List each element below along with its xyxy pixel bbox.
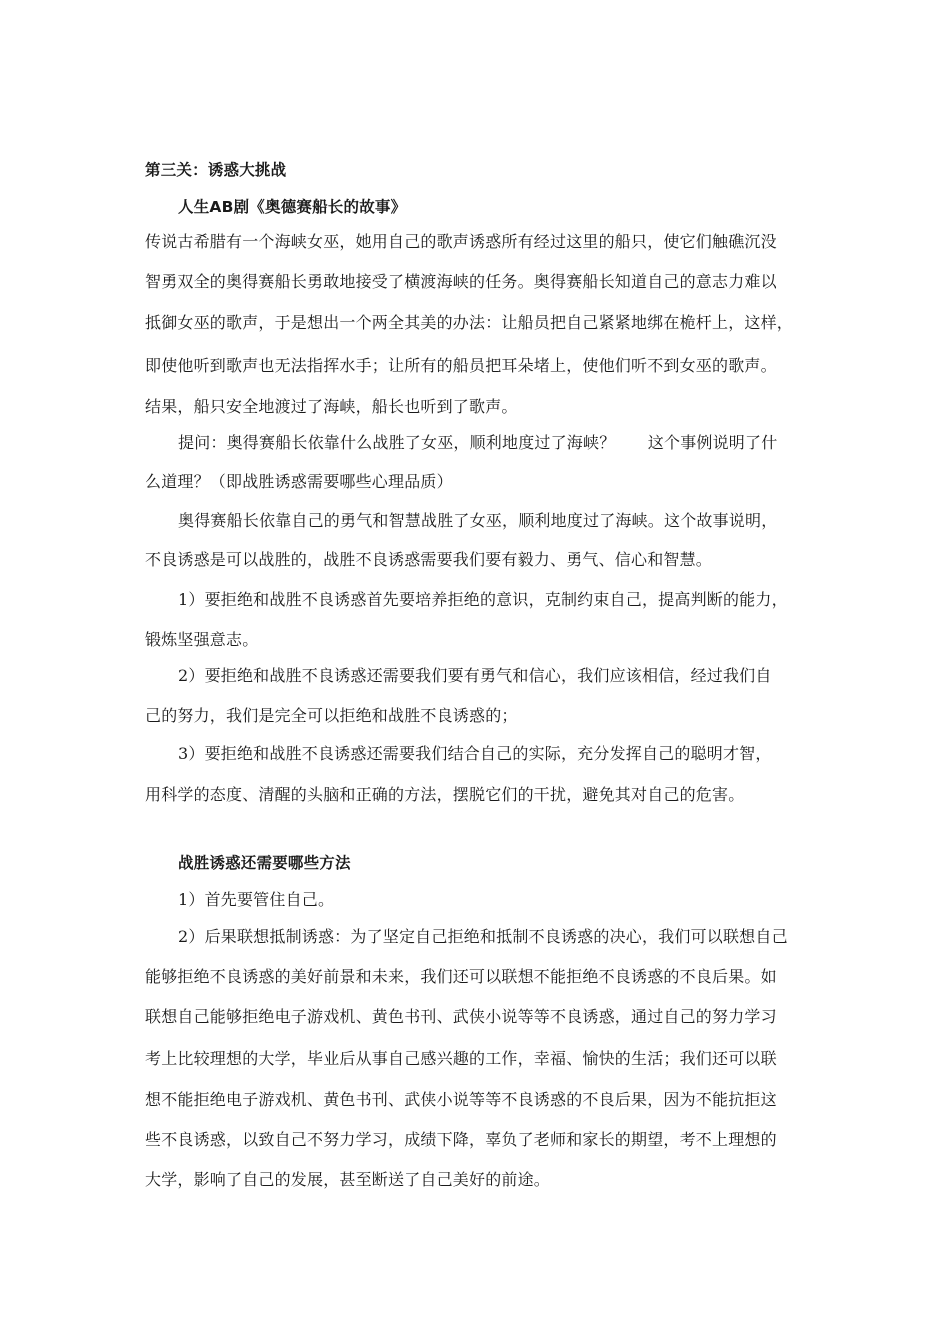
method-line: 1）首先要管住自己。 [178,890,335,909]
method-line: 大学，影响了自己的发展，甚至断送了自己美好的前途。 [145,1170,551,1189]
section-title: 第三关：诱惑大挑战 [145,161,287,179]
point-line: 2）要拒绝和战胜不良诱惑还需要我们要有勇气和信心，我们应该相信，经过我们自 [178,666,772,685]
point-line: 3）要拒绝和战胜不良诱惑还需要我们结合自己的实际，充分发挥自己的聪明才智， [178,744,772,763]
story-line: 抵御女巫的歌声，于是想出一个两全其美的办法：让船员把自己紧紧地绑在桅杆上，这样， [145,313,794,332]
answer-line: 奥得赛船长依靠自己的勇气和智慧战胜了女巫，顺利地度过了海峡。这个故事说明， [178,511,778,530]
point-line: 己的努力，我们是完全可以拒绝和战胜不良诱惑的； [145,706,518,725]
method-line: 些不良诱惑，以致自己不努力学习，成绩下降，辜负了老师和家长的期望，考不上理想的 [145,1130,777,1149]
story-line: 即使他听到歌声也无法指挥水手；让所有的船员把耳朵堵上，使他们听不到女巫的歌声。 [145,356,777,375]
answer-line: 不良诱惑是可以战胜的，战胜不良诱惑需要我们要有毅力、勇气、信心和智慧。 [145,550,713,569]
method-line: 能够拒绝不良诱惑的美好前景和未来，我们还可以联想不能拒绝不良诱惑的不良后果。如 [145,967,777,986]
story-line: 智勇双全的奥得赛船长勇敢地接受了横渡海峡的任务。奥得赛船长知道自己的意志力难以 [145,272,777,291]
story-line: 传说古希腊有一个海峡女巫，她用自己的歌声诱惑所有经过这里的船只，使它们触礁沉没 [145,232,777,251]
methods-heading: 战胜诱惑还需要哪些方法 [178,854,351,872]
point-line: 1）要拒绝和战胜不良诱惑首先要培养拒绝的意识，克制约束自己，提高判断的能力， [178,590,788,609]
point-line: 用科学的态度、清醒的头脑和正确的方法，摆脱它们的干扰，避免其对自己的危害。 [145,785,745,804]
story-line: 结果，船只安全地渡过了海峡，船长也听到了歌声。 [145,397,518,416]
method-line: 想不能拒绝电子游戏机、黄色书刊、武侠小说等等不良诱惑的不良后果，因为不能抗拒这 [145,1090,777,1109]
question-line: 么道理？（即战胜诱惑需要哪些心理品质） [145,472,453,491]
point-line: 锻炼坚强意志。 [145,630,259,649]
question-line: 提问：奥得赛船长依靠什么战胜了女巫，顺利地度过了海峡？ 这个事例说明了什 [178,433,778,452]
method-line: 2）后果联想抵制诱惑：为了坚定自己拒绝和抵制不良诱惑的决心，我们可以联想自己 [178,927,788,946]
method-line: 考上比较理想的大学，毕业后从事自己感兴趣的工作，幸福、愉快的生活；我们还可以联 [145,1049,777,1068]
play-title: 人生AB剧《奥德赛船长的故事》 [178,198,407,216]
method-line: 联想自己能够拒绝电子游戏机、黄色书刊、武侠小说等等不良诱惑，通过自己的努力学习 [145,1007,777,1026]
